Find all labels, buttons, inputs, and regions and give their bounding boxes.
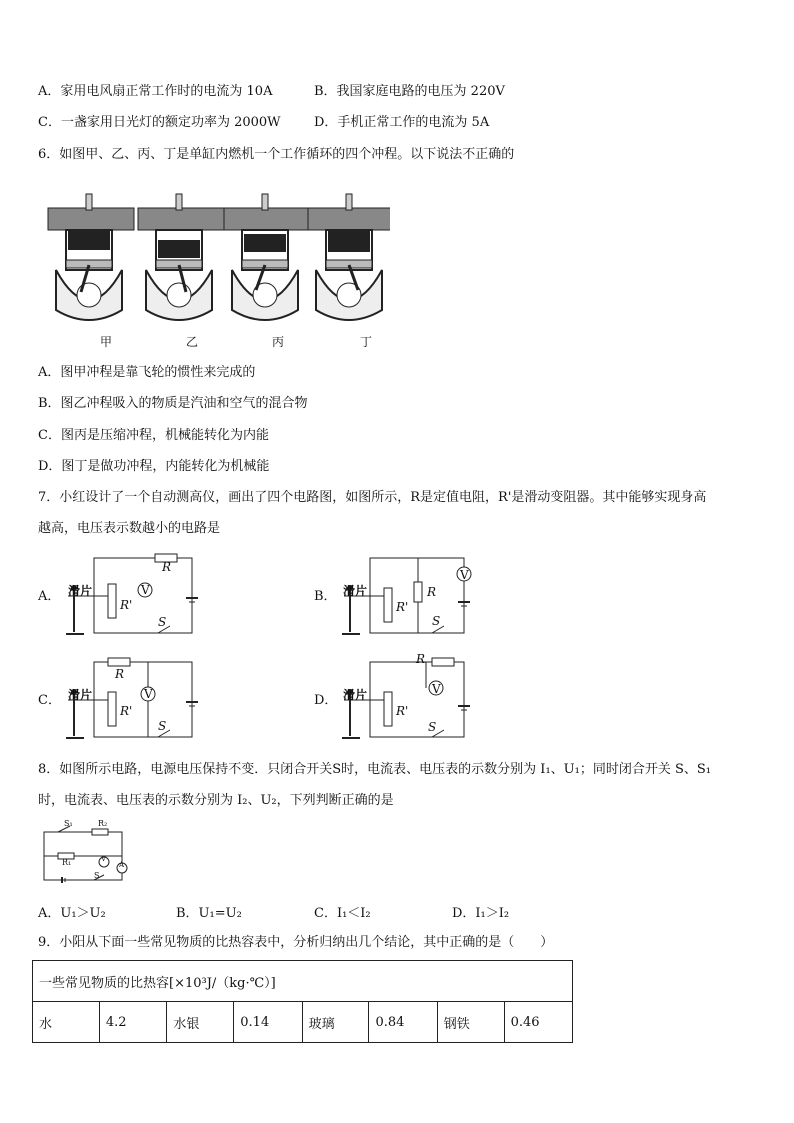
engine-ding: [308, 194, 390, 320]
q6-stem: 6．如图甲、乙、丙、丁是单缸内燃机一个工作循环的四个冲程。以下说法不正确的: [38, 147, 515, 162]
table-cell: 0.84: [369, 1002, 437, 1043]
circuit-d-slider-label: 滑片: [343, 688, 368, 702]
circuit-b-rp-label: R': [396, 600, 409, 614]
circuit-c-v-label: V: [144, 687, 153, 701]
q8-option-c: C．I₁＜I₂: [314, 906, 371, 921]
circuit-d-v-label: V: [432, 682, 441, 696]
table-cell: 水: [33, 1002, 100, 1043]
q8-option-d: D．I₁＞I₂: [452, 906, 510, 921]
circuit-d-r-label: R: [416, 652, 426, 666]
q5-option-c: C．一盏家用日光灯的额定功率为 2000W: [38, 115, 281, 130]
q7-stem-line1: 7．小红设计了一个自动测高仪，画出了四个电路图，如图所示，R是定值电阻，R'是滑动变阻器。其中能够实现身高: [38, 490, 707, 505]
q9-stem: 9．小阳从下面一些常见物质的比热容表中，分析归纳出几个结论，其中正确的是（ ）: [38, 935, 554, 950]
circuit-c-r-label: R: [115, 667, 125, 681]
q5-option-d: D．手机正常工作的电流为 5A: [314, 115, 490, 130]
caption-ding: 丁: [360, 335, 373, 349]
q8-stem-line2: 时，电流表、电压表的示数分别为 I₂、U₂，下列判断正确的是: [38, 793, 394, 808]
q8-s1-label: S₁: [64, 819, 73, 828]
q8-r2-label: R₂: [98, 819, 108, 828]
circuit-c-rp-label: R': [120, 704, 133, 718]
circuit-b-r-label: R: [427, 585, 437, 599]
caption-jia: 甲: [100, 335, 113, 349]
table-cell: 钢铁: [437, 1002, 504, 1043]
q6-option-b: B．图乙冲程吸入的物质是汽油和空气的混合物: [38, 396, 308, 411]
q7-option-d: D．: [314, 693, 338, 708]
table-cell: 0.46: [504, 1002, 572, 1043]
q6-option-c: C．图丙是压缩冲程，机械能转化为内能: [38, 428, 269, 443]
engine-strokes-figure: [40, 180, 390, 350]
q8-r1-label: R₁: [62, 858, 72, 867]
caption-yi: 乙: [186, 335, 199, 349]
q5-option-b: B．我国家庭电路的电压为 220V: [314, 84, 505, 99]
table-header: 一些常见物质的比热容[×10³J/（kg·℃）]: [33, 961, 573, 1002]
table-cell: 水银: [167, 1002, 234, 1043]
circuit-a-v-label: V: [141, 583, 150, 597]
q8-option-a: A．U₁＞U₂: [38, 906, 106, 921]
circuit-b-slider-label: 滑片: [343, 584, 368, 598]
engine-bing: [224, 194, 310, 320]
q7-option-a: A．: [38, 589, 61, 604]
circuit-a-slider-label: 滑片: [68, 584, 93, 598]
q8-s-label: S: [94, 871, 100, 880]
q5-option-a: A．家用电风扇正常工作时的电流为 10A: [38, 84, 273, 99]
circuit-d-s-label: S: [428, 720, 437, 734]
circuit-a-s-label: S: [158, 615, 167, 629]
circuit-a-rp-label: R': [120, 598, 133, 612]
engine-jia: [48, 194, 134, 320]
circuit-c-slider-label: 滑片: [68, 688, 93, 702]
q8-option-b: B．U₁=U₂: [176, 906, 242, 921]
circuit-b-s-label: S: [432, 614, 441, 628]
circuit-q8: [38, 820, 138, 890]
q8-v-label: V: [101, 855, 107, 863]
table-cell: 玻璃: [302, 1002, 369, 1043]
table-cell: 0.14: [234, 1002, 302, 1043]
engine-yi: [138, 194, 224, 320]
q6-option-a: A．图甲冲程是靠飞轮的惯性来完成的: [38, 365, 256, 380]
specific-heat-table: [32, 960, 573, 1043]
q7-option-c: C．: [38, 693, 61, 708]
circuit-c-s-label: S: [158, 719, 167, 733]
caption-bing: 丙: [272, 335, 285, 349]
q7-option-b: B．: [314, 589, 337, 604]
circuit-b-v-label: V: [460, 568, 469, 582]
circuit-d-rp-label: R': [396, 704, 409, 718]
q6-option-d: D．图丁是做功冲程，内能转化为机械能: [38, 459, 270, 474]
table-cell: 4.2: [99, 1002, 167, 1043]
q8-stem-line1: 8．如图所示电路，电源电压保持不变．只闭合开关S时，电流表、电压表的示数分别为 I₁、U₁；同时闭合开关 S、S₁: [38, 762, 711, 777]
q7-stem-line2: 越高，电压表示数越小的电路是: [38, 521, 221, 536]
q8-a-label: A: [119, 861, 125, 869]
circuit-a-r-label: R: [162, 560, 172, 574]
